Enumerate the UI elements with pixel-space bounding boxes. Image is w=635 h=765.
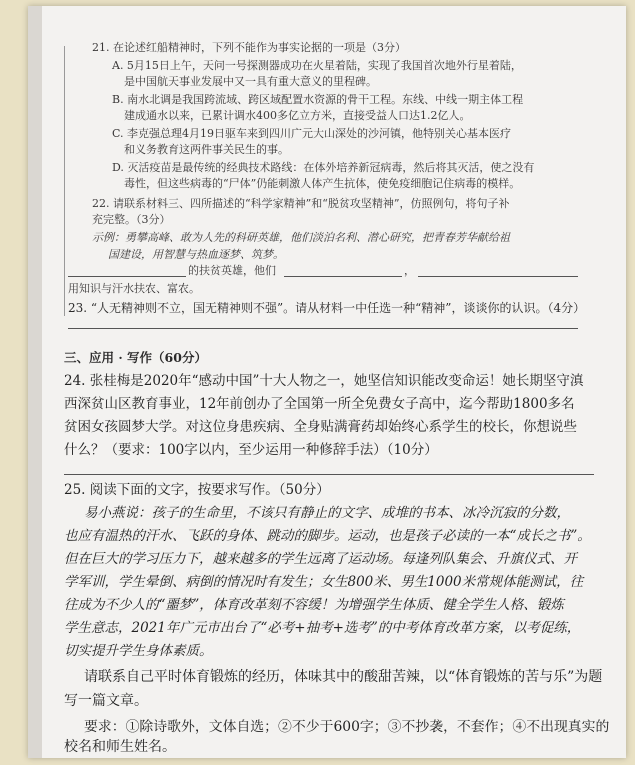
q25-stem: 25. 阅读下面的文字，按要求写作。（50分） [64, 482, 330, 498]
q22-blank-1[interactable] [68, 276, 186, 277]
paper-margin-strip [28, 6, 42, 758]
q22-blank-3[interactable] [418, 276, 578, 277]
q24-answer-line[interactable] [64, 474, 594, 475]
q22-fill-text-1: 的扶贫英雄，他们 [188, 264, 276, 277]
q24-line4: 什么？（要求：100字以内，至少运用一种修辞手法）（10分） [64, 442, 438, 458]
q21-option-a-line1: A. 5月15日上午，天问一号探测器成功在火星着陆，实现了我国首次地外行星着陆， [112, 59, 522, 72]
q21-option-b-line1: B. 南水北调是我国跨流域、跨区域配置水资源的骨干工程。东线、中线一期主体工程 [112, 93, 524, 106]
q24-line1: 24. 张桂梅是2020年“感动中国”十大人物之一，她坚信知识能改变命运！她长期坚守滇 [64, 373, 584, 389]
q21-option-c-line2: 和义务教育这两件事关民生的事。 [124, 143, 289, 156]
q25-requirements-line1: 要求：①除诗歌外，文体自选；②不少于600字；③不抄袭，不套作；④不出现真实的 [84, 719, 610, 735]
q22-example-line1: 示例：勇攀高峰、敢为人先的科研英雄，他们淡泊名利、潜心研究，把青春芳华献给祖 [92, 231, 510, 244]
q24-line3: 贫困女孩圆梦大学。对这位身患疾病、全身贴满膏药却始终心系学生的校长，你想说些 [64, 419, 577, 435]
q25-para-line1: 易小燕说：孩子的生命里，不该只有静止的文字、成堆的书本、冰冷沉寂的分数， [84, 505, 570, 521]
q22-blank-2[interactable] [284, 276, 402, 277]
q23-answer-line[interactable] [68, 328, 578, 329]
q25-para-line2: 也应有温热的汗水、飞跃的身体、跳动的脚步。运动，也是孩子必读的一本“成长之书”。 [64, 528, 591, 544]
q25-para-line3: 但在巨大的学习压力下，越来越多的学生远离了运动场。每逢列队集会、升旗仪式、开 [64, 551, 577, 567]
q21-option-c-line1: C. 李克强总理4月19日驱车来到四川广元大山深处的沙河镇，他特别关心基本医疗 [112, 127, 512, 140]
q21-option-a-line2: 是中国航天事业发展中又一具有重大意义的里程碑。 [124, 75, 377, 88]
q24-line2: 西深贫山区教育事业，12年前创办了全国第一所全免费女子高中，迄今帮助1800多名 [64, 396, 575, 412]
q25-para-line5: 往成为不少人的“噩梦”，体育改革刻不容缓！为增强学生体质、健全学生人格、锻炼 [64, 597, 564, 613]
q21-option-d-line1: D. 灭活疫苗是最传统的经典技术路线：在体外培养新冠病毒，然后将其灭活，使之没有 [112, 161, 535, 174]
q21-stem: 21. 在论述红船精神时，下列不能作为事实论据的一项是（3分） [92, 41, 406, 54]
q22-fill-text-2: 用知识与汗水扶农、富农。 [68, 282, 200, 295]
q25-requirements-line2: 校名和师生姓名。 [64, 739, 176, 755]
q21-option-d-line2: 毒性，但这些病毒的“尸体”仍能刺激人体产生抗体，使免疫细胞记住病毒的模样。 [124, 177, 521, 190]
q25-task-line1: 请联系自己平时体育锻炼的经历，体味其中的酸甜苦辣，以“体育锻炼的苦与乐”为题 [84, 669, 603, 685]
section-3-title: 三、应用 · 写作（60分） [64, 350, 207, 365]
q21-option-b-line2: 建成通水以来，已累计调水400多亿立方米，直接受益人口达1.2亿人。 [124, 109, 471, 122]
q25-para-line4: 学军训，学生晕倒、病倒的情况时有发生；女生800米、男生1000米常规体能测试，往 [64, 574, 584, 590]
q22-stem-line2: 充完整。（3分） [92, 213, 171, 226]
q22-fill-comma: ， [404, 264, 415, 277]
q23-stem: 23. “人无精神则不立，国无精神则不强”。请从材料一中任选一种“精神”，谈谈你的认识。（4分） [68, 301, 586, 315]
q25-task-line2: 写一篇文章。 [64, 693, 148, 709]
q25-para-line7: 切实提升学生身体素质。 [64, 643, 213, 659]
q25-para-line6: 学生意志，2021年广元市出台了“必考+抽考+选考”的中考体育改革方案，以考促练， [64, 620, 581, 636]
q22-stem-line1: 22. 请联系材料三、四所描述的“科学家精神”和“脱贫攻坚精神”，仿照例句，将句子补 [92, 197, 510, 210]
exam-paper [28, 6, 626, 758]
margin-rule [64, 46, 65, 316]
q22-example-line2: 国建设，用智慧与热血逐梦、筑梦。 [108, 248, 284, 261]
